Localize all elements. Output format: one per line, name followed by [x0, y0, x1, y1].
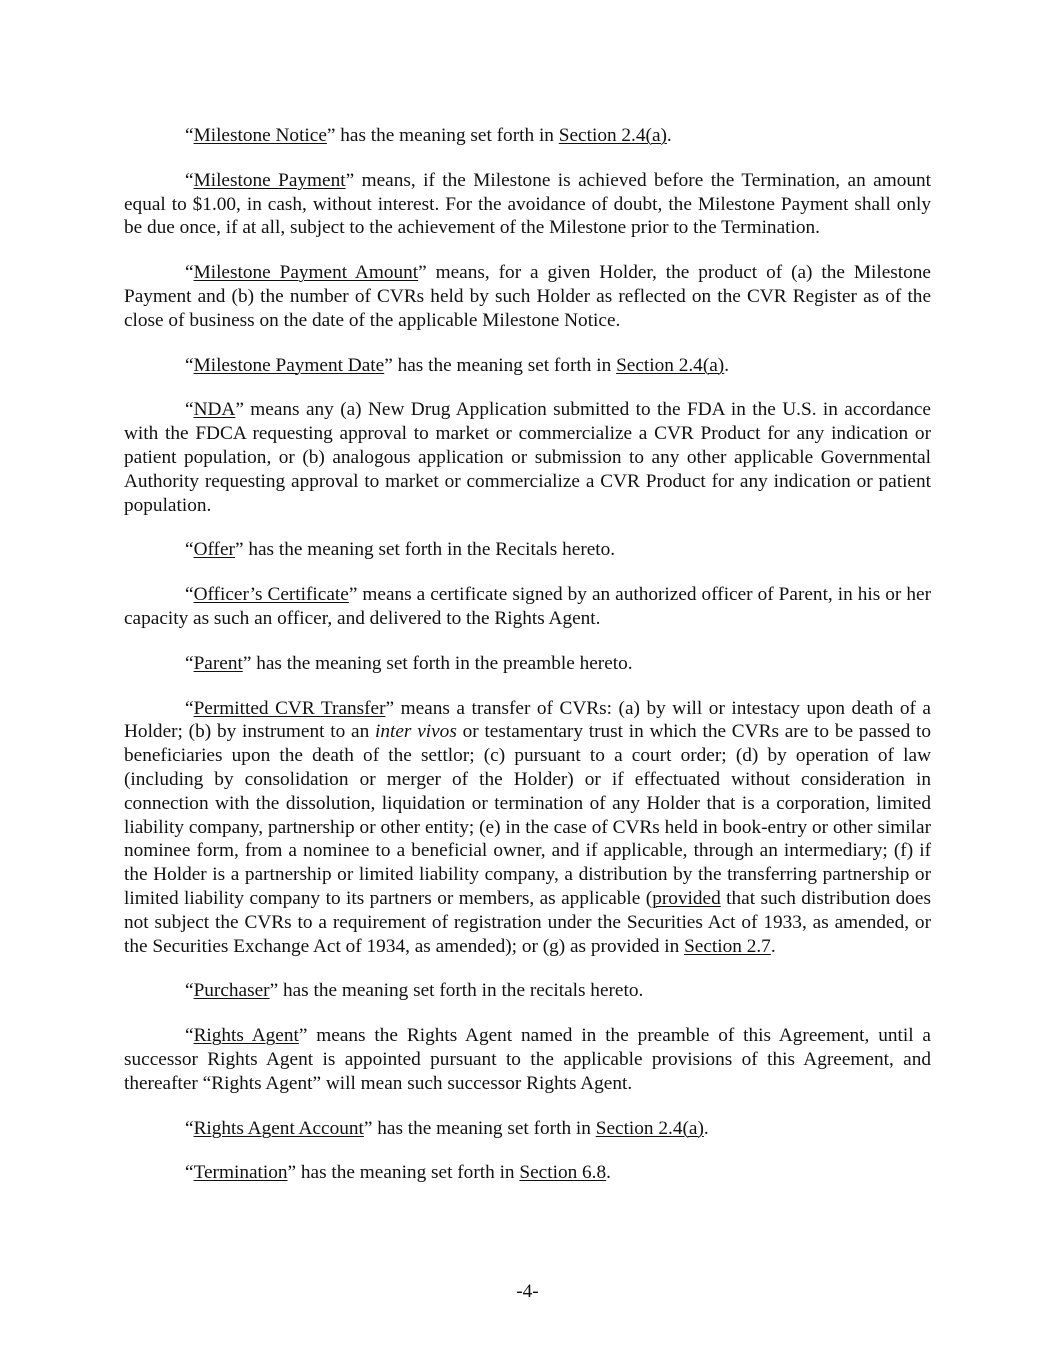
defined-term: Milestone Payment Amount	[193, 262, 419, 284]
definition-text: .	[724, 354, 730, 376]
defined-term: Offer	[193, 539, 235, 561]
definition-paragraph: “Milestone Payment Date” has the meaning set forth in Section 2.4(a).	[185, 354, 730, 376]
definition-paragraph: “Permitted CVR Transfer” means a transfer of CVRs: (a) by will or intestacy upon death of a Holder; (b) by instrument to an inter vivos or testamentary trust in which the CVRs are to be passed to beneficiaries upon the death of the settlor; (c) pursuant to a court order; (d) by operation of law (including by consolidation or merger of the Holder) or if effectuated without consideration in connection with the dissolution, liquidation or termination of any Holder that is a corporation, limited liability company, partnership or other entity; (e) in the case of CVRs held in book-entry or other similar nominee form, from a nominee to a beneficial owner, and if applicable, through an intermediary; (f) if the Holder is a partnership or limited liability company, a distribution by the transferring partnership or limited liability company to its partners or members, as applicable (provided that such distribution does not subject the CVRs to a requirement of registration under the Securities Act of 1933, as amended, or the Securities Exchange Act of 1934, as amended); or (g) as provided in Section 2.7.	[124, 697, 931, 957]
definition-paragraph: “Milestone Payment” means, if the Milestone is achieved before the Termination, an amount equal to $1.00, in cash, without interest. For the avoidance of doubt, the Milestone Payment shall only be due once, if at all, subject to the achievement of the Milestone prior to the Termination.	[124, 169, 931, 239]
defined-term: Permitted CVR Transfer	[193, 697, 386, 719]
definition-paragraph: “Milestone Notice” has the meaning set forth in Section 2.4(a).	[185, 125, 672, 146]
definition-text: has the meaning set forth in the preamble hereto.	[251, 652, 633, 674]
defined-term: Rights Agent Account	[193, 1117, 364, 1139]
definition-text: or testamentary trust in which the CVRs are to be passed to beneficiaries upon the death of the settlor; (c) pursuant to a court order; (d) by operation of law (including by consolidation or merger of the Holder) or if effectuated without consideration in connection with the dissolution, liquidation or termination of any Holder that is a corporation, limited liability company, partnership or other entity; (e) in the case of CVRs held in book-entry or other similar nominee form, from a nominee to a beneficial owner, and if applicable, through an intermediary; (f) if the Holder is a partnership or limited liability company, a distribution by the transferring partnership or limited liability company to its partners or members, as applicable (	[124, 721, 931, 909]
definition-text: has the meaning set forth in the recitals hereto.	[278, 980, 644, 1002]
defined-term: Milestone Payment	[193, 169, 346, 191]
definition-paragraph: “Rights Agent Account” has the meaning set forth in Section 2.4(a).	[185, 1117, 709, 1139]
definition-text: has the meaning set forth in	[392, 354, 617, 376]
definition-text: means a certificate signed by an authorized officer of Parent, in his or her capacity as such an officer, and delivered to the Rights Agent.	[124, 584, 931, 629]
defined-term: Rights Agent	[193, 1025, 299, 1047]
defined-term: Parent	[193, 652, 243, 674]
defined-term: NDA	[193, 399, 236, 421]
cross-reference: Section 6.8	[519, 1162, 607, 1184]
cross-reference: Section 2.7	[684, 935, 771, 957]
definition-paragraph: “Termination” has the meaning set forth in Section 6.8.	[185, 1162, 611, 1184]
definition-paragraph: “Rights Agent” means the Rights Agent named in the preamble of this Agreement, until a successor Rights Agent is appointed pursuant to the applicable provisions of this Agreement, and thereafter “Rights Agent” will mean such successor Rights Agent.	[124, 1025, 931, 1094]
definition-paragraph: “NDA” means any (a) New Drug Application submitted to the FDA in the U.S. in accordance with the FDCA requesting approval to market or commercialize a CVR Product for any indication or patient population, or (b) analogous application or submission to any other applicable Governmental Authority requesting approval to market or commercialize a CVR Product for any indication or patient population.	[124, 399, 931, 516]
cross-reference: Section 2.4(a)	[595, 1117, 704, 1139]
definition-text: means, for a given Holder, the product of (a) the Milestone Payment and (b) the number of CVRs held by such Holder as reflected on the CVR Register as of the close of business on the date of the applicable Milestone Notice.	[124, 262, 931, 331]
definition-text: has the meaning set forth in	[296, 1162, 520, 1184]
defined-term: Purchaser	[193, 980, 270, 1002]
definition-paragraph: “Officer’s Certificate” means a certificate signed by an authorized officer of Parent, in his or her capacity as such an officer, and delivered to the Rights Agent.	[124, 584, 931, 629]
definition-text: .	[703, 1117, 709, 1139]
definition-text: has the meaning set forth in the Recitals hereto.	[243, 539, 616, 561]
definition-paragraph: “Milestone Payment Amount” means, for a given Holder, the product of (a) the Milestone Payment and (b) the number of CVRs held by such Holder as reflected on the CVR Register as of the close of business on the date of the applicable Milestone Notice.	[124, 262, 931, 331]
defined-term: Milestone Notice	[193, 125, 327, 146]
definition-text: means the Rights Agent named in the preamble of this Agreement, until a successor Rights Agent is appointed pursuant to the applicable provisions of this Agreement, and thereafter “Rights Agent” will mean such successor Rights Agent.	[124, 1025, 931, 1094]
cross-reference: Section 2.4(a)	[616, 354, 725, 376]
italic-text: inter vivos	[375, 721, 457, 743]
definition-text: means any (a) New Drug Application submitted to the FDA in the U.S. in accordance with the FDCA requesting approval to market or commercialize a CVR Product for any indication or patient population, or (b) analogous application or submission to any other applicable Governmental Authority requesting approval to market or commercialize a CVR Product for any indication or patient population.	[124, 399, 931, 516]
document-page	[124, 124, 931, 1206]
definition-text: .	[770, 935, 776, 957]
definition-text: means, if the Milestone is achieved before the Termination, an amount equal to $1.00, in cash, without interest. For the avoidance of doubt, the Milestone Payment shall only be due once, if at all, subject to the achievement of the Milestone prior to the Termination.	[124, 169, 931, 239]
definition-paragraph: “Purchaser” has the meaning set forth in the recitals hereto.	[185, 980, 644, 1002]
defined-term: Officer’s Certificate	[193, 584, 349, 606]
defined-term: Milestone Payment Date	[193, 354, 385, 376]
page-number: -4-	[516, 1281, 539, 1302]
definition-text: .	[666, 125, 672, 146]
cross-reference: Section 2.4(a)	[558, 125, 667, 146]
definitions-list	[124, 124, 931, 1185]
cross-reference: provided	[652, 887, 721, 909]
definition-paragraph: “Parent” has the meaning set forth in the preamble hereto.	[185, 652, 633, 674]
definition-paragraph: “Offer” has the meaning set forth in the Recitals hereto.	[185, 539, 616, 561]
definition-text: that such distribution does not subject the CVRs to a requirement of registration under the Securities Act of 1933, as amended, or the Securities Exchange Act of 1934, as amended); or (g) as provided in	[124, 887, 931, 957]
definition-text: has the meaning set forth in	[335, 125, 559, 146]
definition-text: .	[606, 1162, 611, 1184]
definition-text: has the meaning set forth in	[372, 1117, 596, 1139]
definition-text: means a transfer of CVRs: (a) by will or intestacy upon death of a Holder; (b) by instrument to an	[124, 697, 931, 743]
defined-term: Termination	[193, 1162, 288, 1184]
